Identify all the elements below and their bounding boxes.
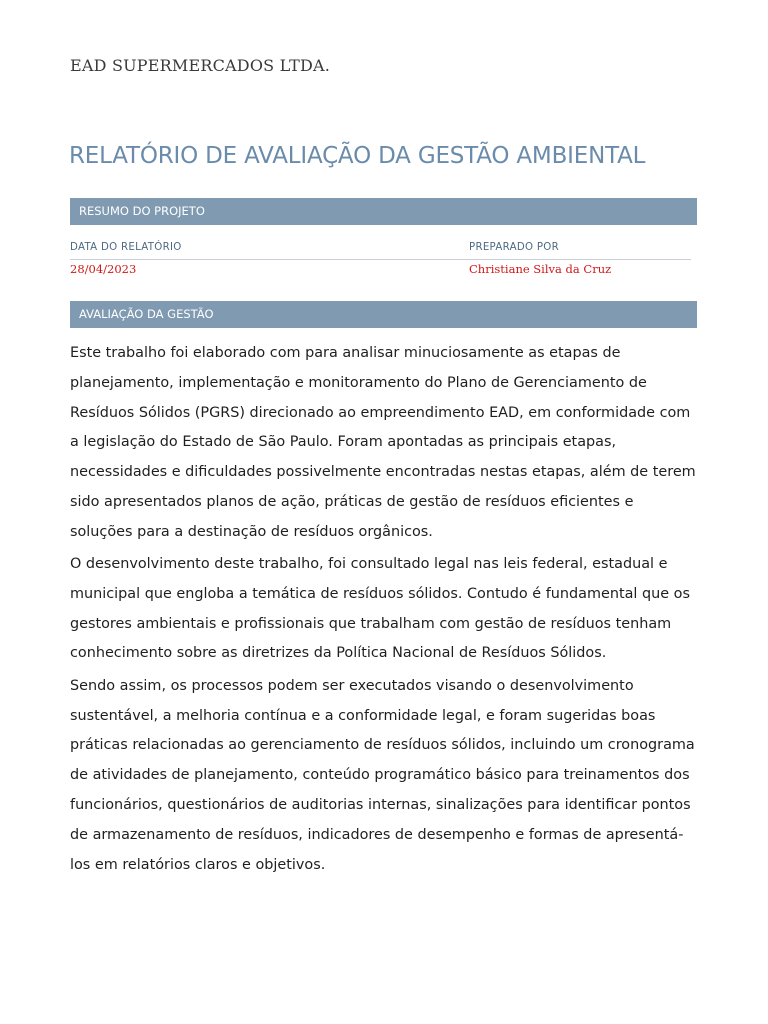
meta-divider <box>70 259 691 260</box>
evaluation-body <box>70 339 700 883</box>
report-date-label: DATA DO RELATÓRIO <box>70 242 182 253</box>
prepared-by-value: Christiane Silva da Cruz <box>469 262 612 276</box>
section-bar-project-summary <box>70 198 697 225</box>
body-paragraph: Sendo assim, os processos podem ser executados visando o desenvolvimento sustentável, a melhoria contínua e a conformidade legal, e foram sugeridas boas práticas relacionadas ao gerenciamento de resíduos sólidos, incluindo um cronograma de atividades de planejamento, conteúdo programático básico para treinamentos dos funcionários, questionários de auditorias internas, sinalizações para identificar pontos de armazenamento de resíduos, indicadores de desempenho e formas de apresentá-los em relatórios claros e objetivos. <box>70 677 695 873</box>
company-name: EAD SUPERMERCADOS LTDA. <box>70 56 331 75</box>
prepared-by-label: PREPARADO POR <box>469 242 559 253</box>
section-heading-project-summary: RESUMO DO PROJETO <box>79 204 205 218</box>
body-paragraph: O desenvolvimento deste trabalho, foi consultado legal nas leis federal, estadual e municipal que engloba a temática de resíduos sólidos. Contudo é fundamental que os gestores ambientais e profissionais que trabalham com gestão de resíduos tenham conhecimento sobre as diretrizes da Política Nacional de Resíduos Sólidos. <box>70 556 690 662</box>
report-date-value: 28/04/2023 <box>70 262 137 276</box>
report-title: RELATÓRIO DE AVALIAÇÃO DA GESTÃO AMBIENTAL <box>69 143 646 169</box>
section-bar-management-evaluation <box>70 301 697 328</box>
body-paragraph: Este trabalho foi elaborado com para analisar minuciosamente as etapas de planejamento, implementação e monitoramento do Plano de Gerenciamento de Resíduos Sólidos (PGRS) direcionado ao empreendimento EAD, em conformidade com a legislação do Estado de São Paulo. Foram apontadas as principais etapas, necessidades e dificuldades possivelmente encontradas nestas etapas, além de terem sido apresentados planos de ação, práticas de gestão de resíduos eficientes e soluções para a destinação de resíduos orgânicos. <box>70 345 696 540</box>
section-heading-management-evaluation: AVALIAÇÃO DA GESTÃO <box>79 307 214 321</box>
